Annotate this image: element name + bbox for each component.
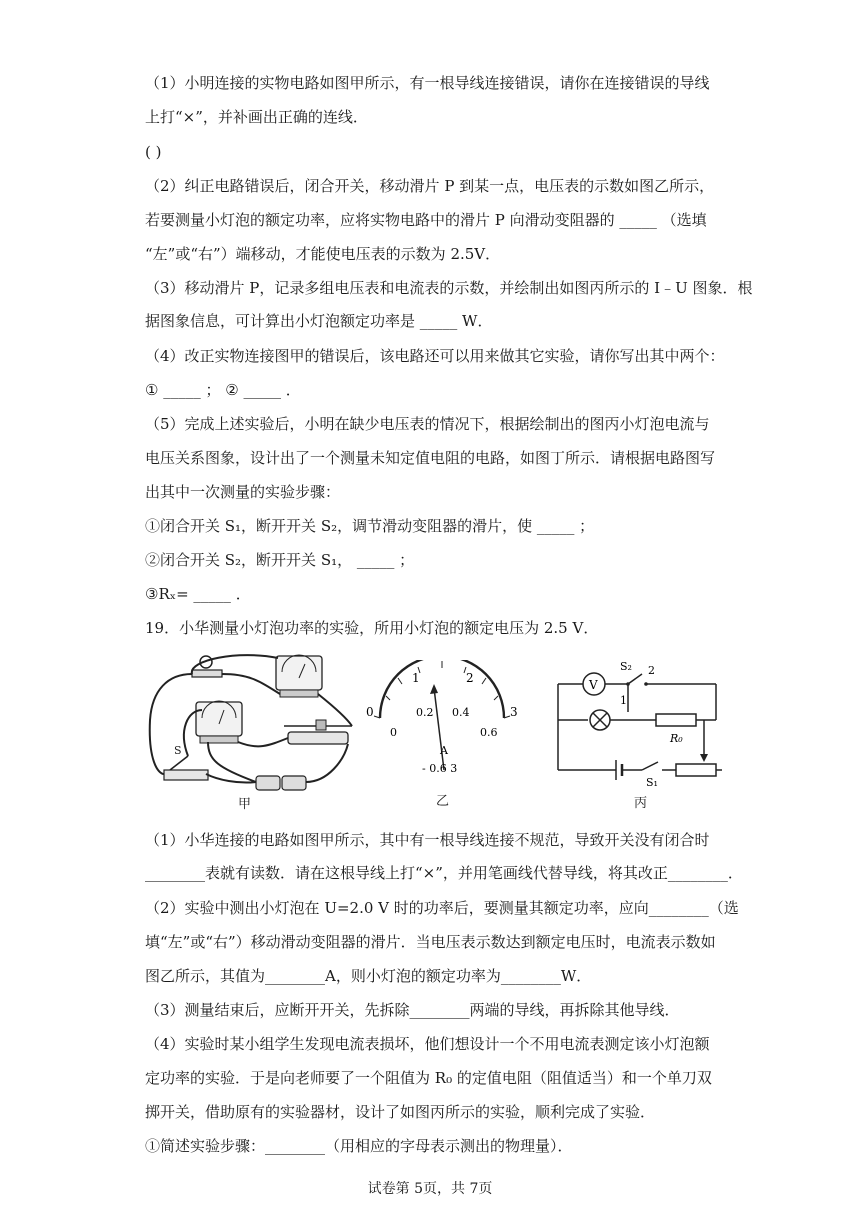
- text-line: ③Rₓ= _____ ．: [145, 585, 251, 603]
- text-line: （2）实验中测出小灯泡在 U=2.0 V 时的功率后，要测量其额定功率，应向________（选: [145, 899, 739, 917]
- text-line: ①简述实验步骤：________（用相应的字母表示测出的物理量）．: [145, 1137, 573, 1155]
- inner-tick-1: 0.2: [416, 706, 434, 719]
- text-line: （1）小明连接的实物电路如图甲所示，有一根导线连接错误，请你在连接错误的导线: [145, 74, 710, 92]
- terminal-labels: - 0.6 3: [422, 762, 458, 775]
- text-line: （1）小华连接的电路如图甲所示，其中有一根导线连接不规范，导致开关没有闭合时: [145, 831, 710, 849]
- outer-tick-0: 0: [366, 705, 374, 719]
- text-line: 上打“×”，并补画出正确的连线．: [145, 108, 368, 126]
- position-2-label: 2: [648, 664, 655, 677]
- figure-jia-circuit: [148, 650, 358, 810]
- position-1-label: 1: [620, 694, 627, 707]
- text-line: （2）纠正电路错误后，闭合开关，移动滑片 P 到某一点，电压表的示数如图乙所示，: [145, 177, 715, 195]
- text-line: （4）改正实物连接图甲的错误后，该电路还可以用来做其它实验，请你写出其中两个：: [145, 347, 725, 365]
- text-line: （3）移动滑片 P，记录多组电压表和电流表的示数，并绘制出如图丙所示的 I﹣U 图象．根: [145, 279, 753, 297]
- text-line: 定功率的实验．于是向老师要了一个阻值为 R₀ 的定值电阻（阻值适当）和一个单刀双: [145, 1069, 712, 1087]
- inner-tick-2: 0.4: [452, 706, 470, 719]
- s2-label: S₂: [620, 660, 632, 673]
- text-line: ________表就有读数．请在这根导线上打“×”，并用笔画线代替导线，将其改正________．: [145, 864, 743, 882]
- figure-bing-label: 丙: [634, 796, 648, 811]
- text-line: 图乙所示，其值为________A，则小灯泡的额定功率为________W．: [145, 967, 592, 985]
- voltmeter-label: V: [589, 678, 598, 692]
- text-line: “左”或“右”）端移动，才能使电压表的示数为 2.5V．: [145, 245, 501, 263]
- switch-label: S: [174, 744, 182, 757]
- outer-tick-1: 1: [412, 671, 420, 685]
- text-line: 填“左”或“右”）移动滑动变阻器的滑片．当电压表示数达到额定电压时，电流表示数如: [145, 933, 716, 951]
- text-line: （5）完成上述实验后，小明在缺少电压表的情况下，根据绘制出的图丙小灯泡电流与: [145, 415, 710, 433]
- text-line: （3）测量结束后，应断开开关，先拆除________两端的导线，再拆除其他导线．: [145, 1001, 680, 1019]
- r0-label: R₀: [670, 732, 683, 745]
- figure-yi-ammeter-dial: [362, 660, 522, 780]
- text-line: 电压关系图象，设计出了一个测量未知定值电阻的电路，如图丁所示．请根据电路图写: [145, 449, 716, 467]
- text-line: ( ): [145, 143, 162, 161]
- outer-tick-3: 3: [510, 705, 518, 719]
- figure-bing-circuit-diagram: [552, 656, 724, 788]
- text-line: ① _____ ； ② _____ ．: [145, 381, 301, 399]
- text-line: 掷开关，借助原有的实验器材，设计了如图丙所示的实验，顺利完成了实验．: [145, 1103, 656, 1121]
- figure-yi-label: 乙: [436, 794, 450, 809]
- unit-label: A: [440, 744, 448, 757]
- text-line: 出其中一次测量的实验步骤：: [145, 483, 341, 501]
- question-19-title: 19．小华测量小灯泡功率的实验，所用小灯泡的额定电压为 2.5 V．: [145, 619, 599, 637]
- inner-tick-3: 0.6: [480, 726, 498, 739]
- inner-tick-0: 0: [390, 726, 397, 739]
- text-line: ②闭合开关 S₂，断开开关 S₁， _____ ；: [145, 551, 415, 569]
- page-footer: 试卷第 5页，共 7页: [367, 1181, 493, 1197]
- figure-jia-label: 甲: [238, 797, 252, 812]
- outer-tick-2: 2: [466, 671, 474, 685]
- text-line: （4）实验时某小组学生发现电流表损坏，他们想设计一个不用电流表测定该小灯泡额: [145, 1035, 710, 1053]
- s1-label: S₁: [646, 776, 658, 788]
- text-line: 据图象信息，可计算出小灯泡额定功率是 _____ W．: [145, 312, 493, 330]
- text-line: ①闭合开关 S₁，断开开关 S₂，调节滑动变阻器的滑片，使 _____ ；: [145, 517, 595, 535]
- text-line: 若要测量小灯泡的额定功率，应将实物电路中的滑片 P 向滑动变阻器的 _____ （选填: [145, 211, 707, 229]
